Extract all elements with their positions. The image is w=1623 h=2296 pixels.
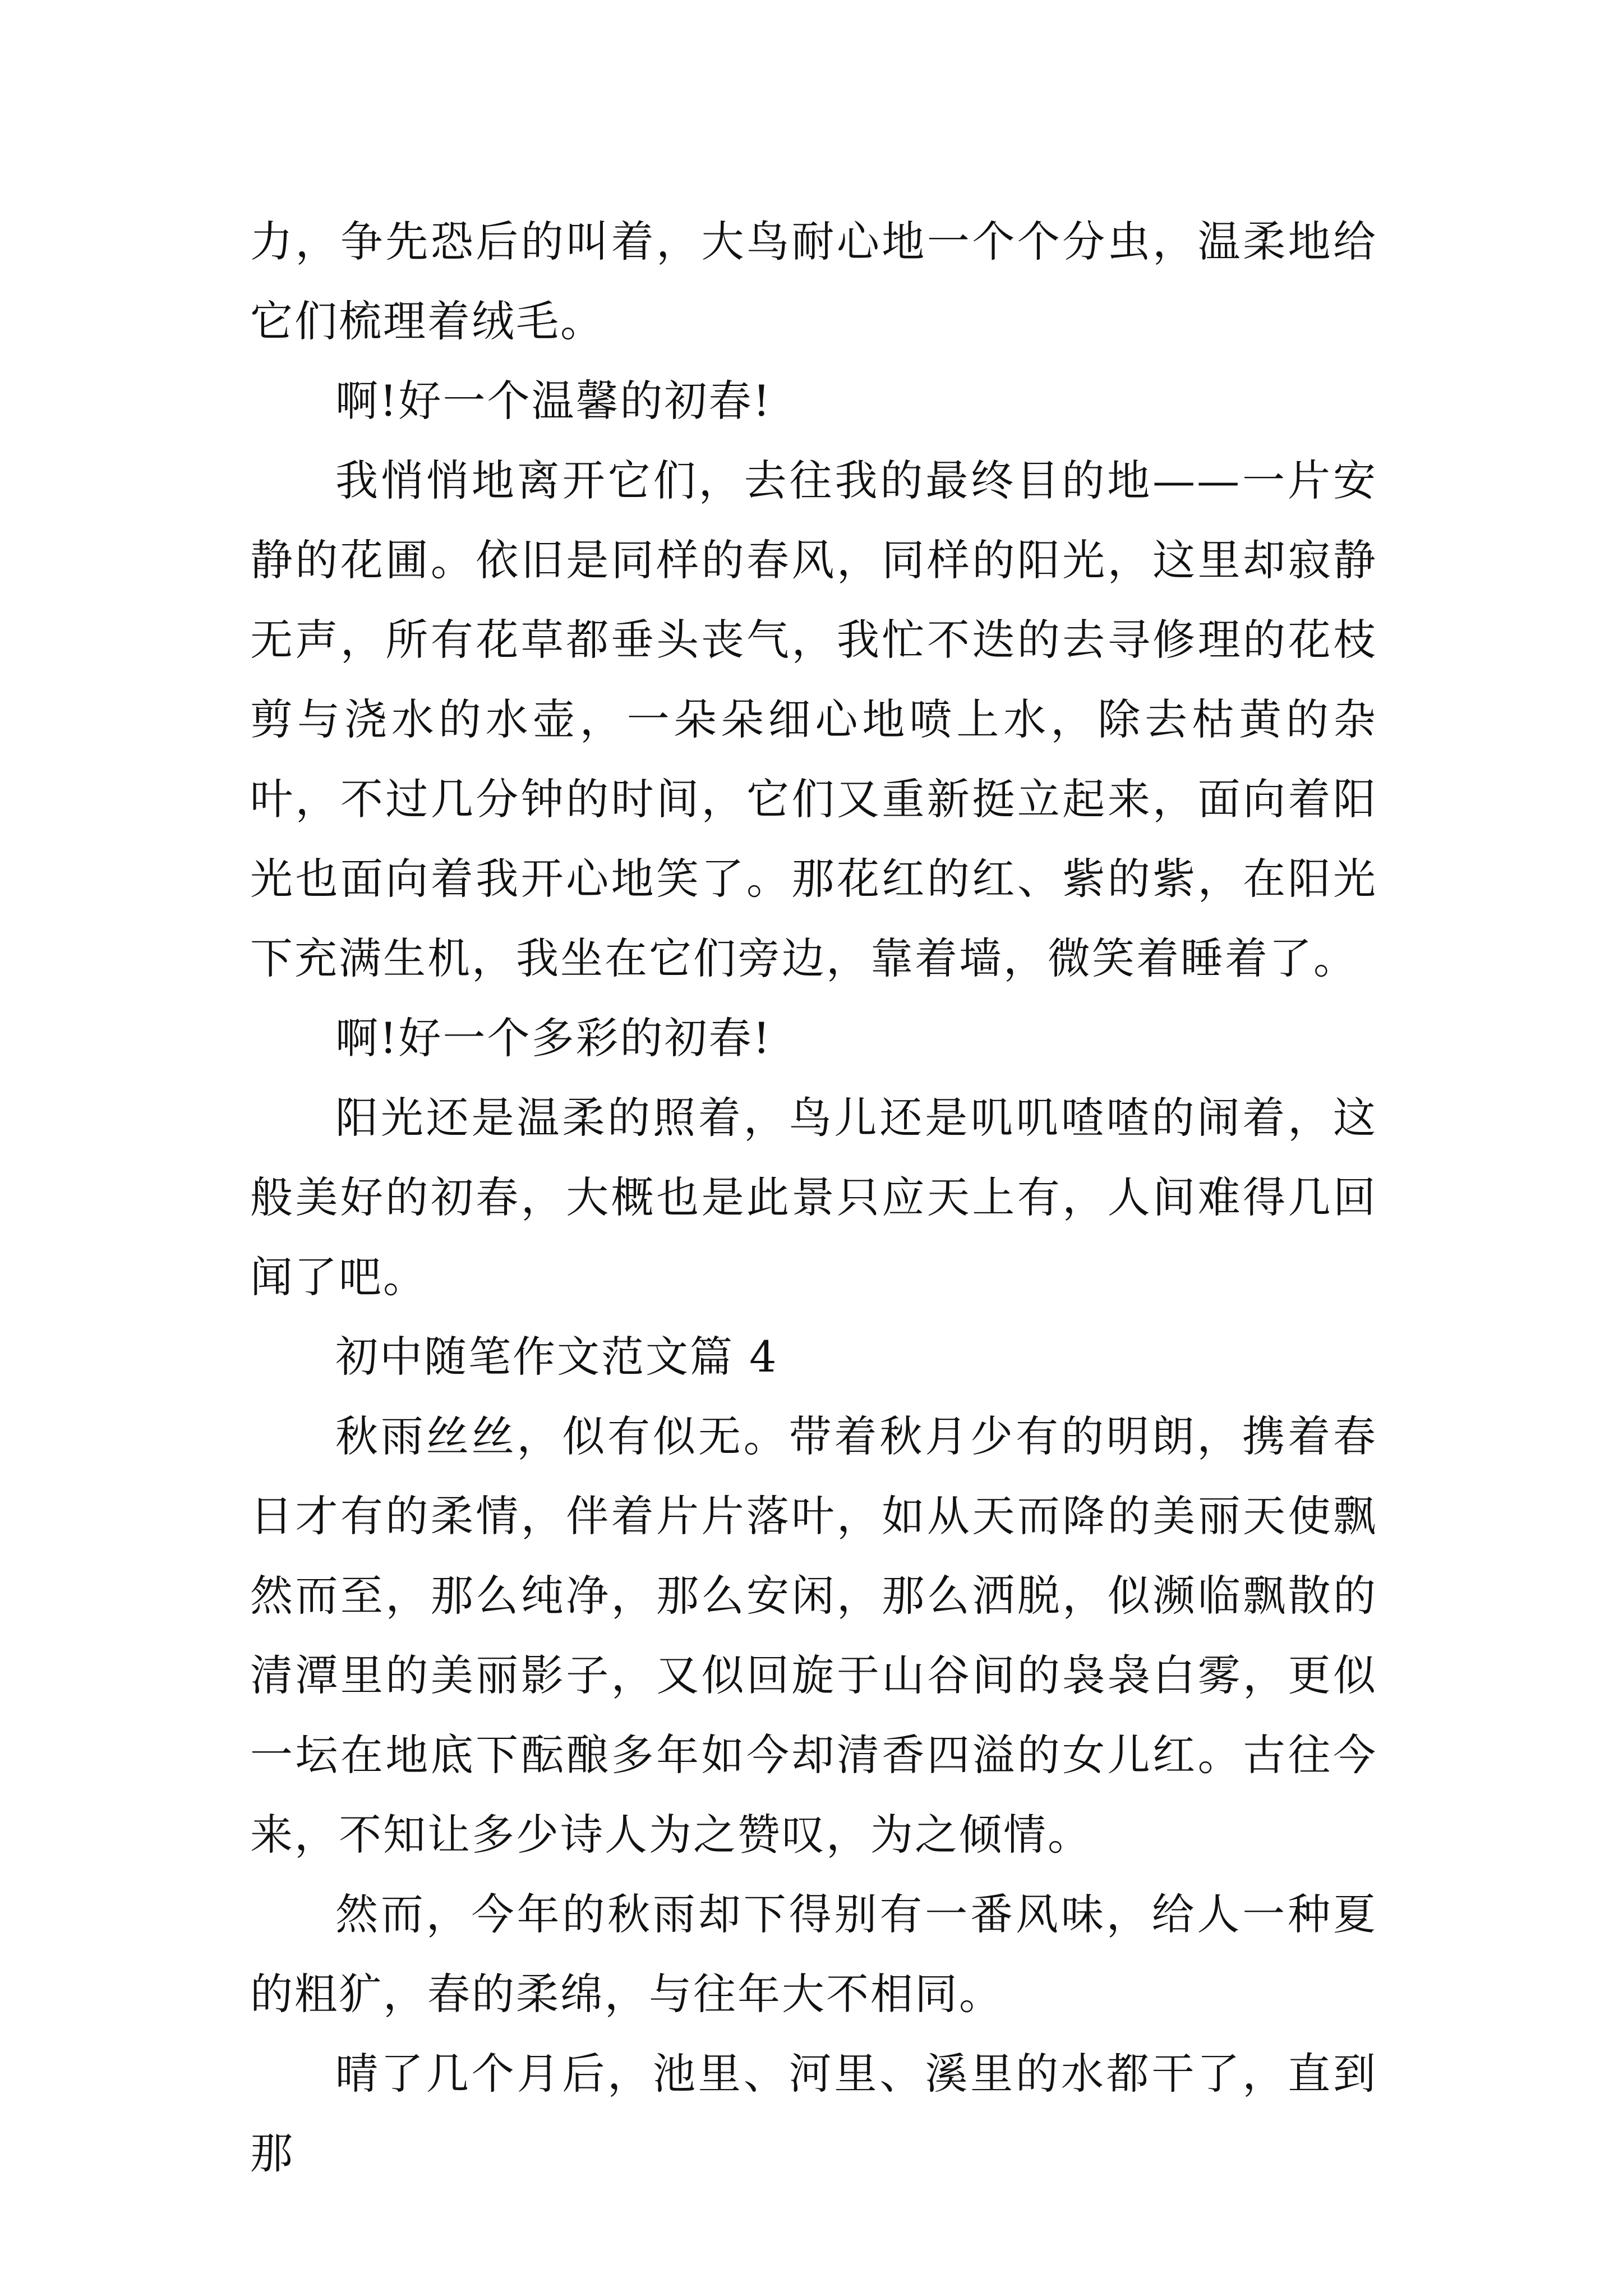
- paragraph-4: 啊!好一个多彩的初春!: [335, 1013, 772, 1063]
- paragraph-1: 力，争先恐后的叫着，大鸟耐心地一个个分虫，温柔地给它们梳理着绒毛。: [250, 217, 1377, 346]
- paragraph-2: 啊!好一个温馨的初春!: [335, 376, 772, 426]
- paragraph-8: 然而，今年的秋雨却下得别有一番风味，给人一种夏的粗犷，春的柔绵，与往年大不相同。: [250, 1889, 1377, 2019]
- paragraph-5: 阳光还是温柔的照着，鸟儿还是叽叽喳喳的闹着，这般美好的初春，大概也是此景只应天上有，人间难得几回闻了吧。: [250, 1093, 1377, 1302]
- paragraph-9: 晴了几个月后，池里、河里、溪里的水都干了，直到那: [250, 2049, 1377, 2178]
- paragraph-7: 秋雨丝丝，似有似无。带着秋月少有的明朗，携着春日才有的柔情，伴着片片落叶，如从天而降的美丽天使飘然而至，那么纯净，那么安闲，那么洒脱，似濒临飘散的清潭里的美丽影子，又似回旋于山谷间的袅袅白雾，更似一坛在地底下酝酿多年如今却清香四溢的女儿红。古往今来，不知让多少诗人为之赞叹，为之倾情。: [250, 1411, 1377, 1860]
- paragraph-3: 我悄悄地离开它们，去往我的最终目的地——一片安静的花圃。依旧是同样的春风，同样的阳光，这里却寂静无声，所有花草都垂头丧气，我忙不迭的去寻修理的花枝剪与浇水的水壶，一朵朵细心地喷上水，除去枯黄的杂叶，不过几分钟的时间，它们又重新挺立起来，面向着阳光也面向着我开心地笑了。那花红的红、紫的紫，在阳光下充满生机，我坐在它们旁边，靠着墙，微笑着睡着了。: [250, 455, 1377, 983]
- document-body: [250, 202, 1377, 2193]
- section-heading: 初中随笔作文范文篇 4: [335, 1332, 778, 1382]
